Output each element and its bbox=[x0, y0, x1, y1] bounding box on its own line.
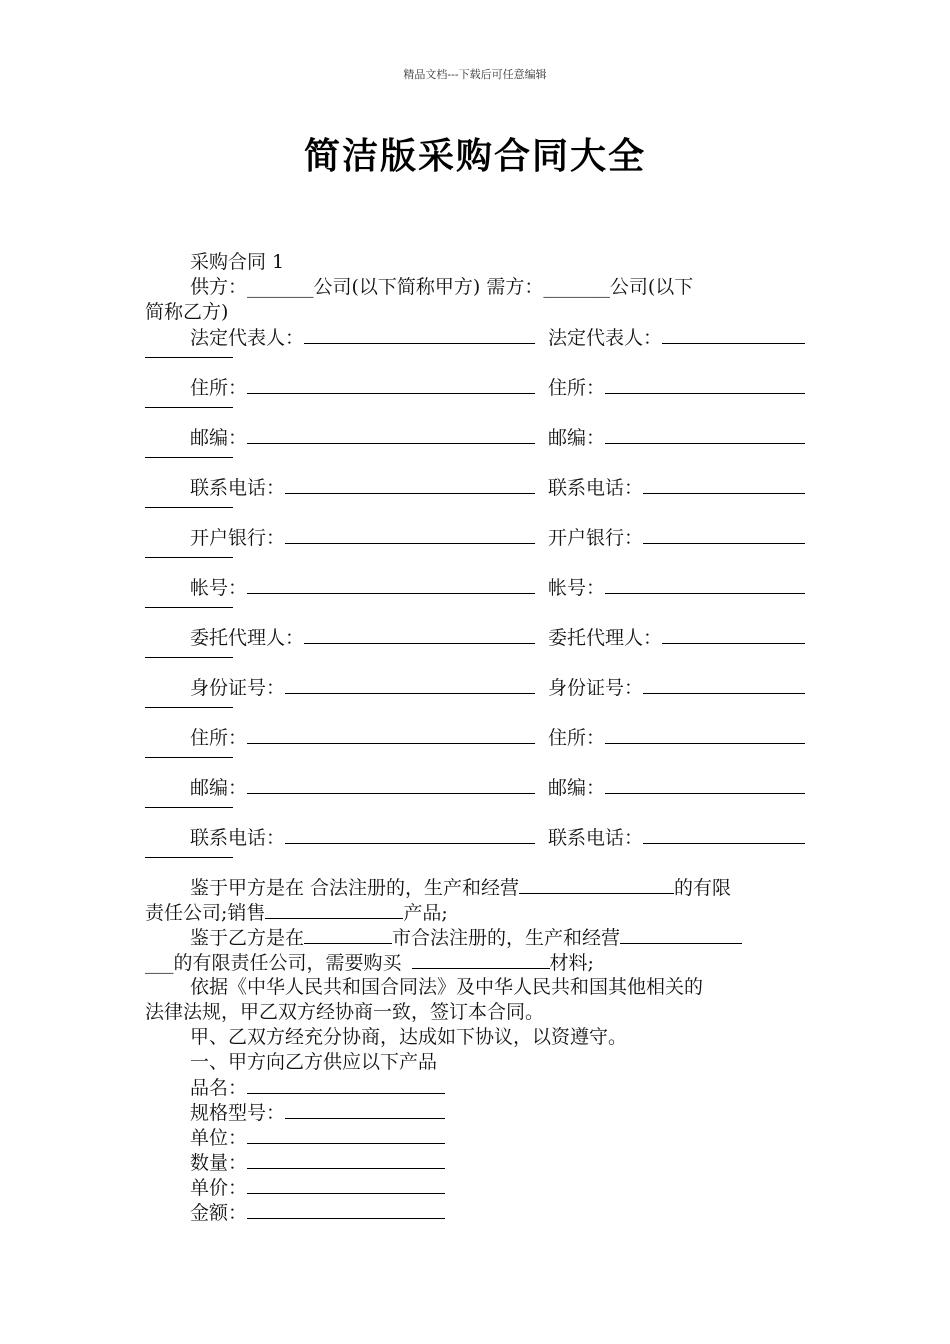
party-b-blank[interactable] bbox=[643, 525, 805, 544]
product-field bbox=[145, 1075, 807, 1100]
recital-2-mid: 市合法注册的，生产和经营 bbox=[392, 927, 621, 949]
party-b-field bbox=[548, 675, 805, 700]
party-b-label: 身份证号： bbox=[548, 677, 644, 699]
party-b-label: 联系电话： bbox=[548, 827, 644, 849]
section-label: 采购合同 1 bbox=[190, 251, 285, 273]
recital-2-cont-tail: 材料; bbox=[549, 952, 594, 974]
product-field bbox=[145, 1175, 807, 1200]
party-b-label: 联系电话： bbox=[548, 477, 644, 499]
party-b-label: 开户银行： bbox=[548, 527, 644, 549]
party-info-row bbox=[145, 375, 807, 425]
product-field-blank[interactable] bbox=[247, 1150, 445, 1169]
recital-2-text: 鉴于乙方是在 bbox=[190, 927, 305, 949]
party-info-row bbox=[145, 775, 807, 825]
party-info-row bbox=[145, 425, 807, 475]
recital-1-cont-tail: 产品; bbox=[403, 902, 448, 924]
party-b-blank-continued[interactable] bbox=[145, 456, 233, 458]
party-a-label: 邮编： bbox=[190, 777, 248, 799]
party-b-blank-continued[interactable] bbox=[145, 706, 233, 708]
product-fields bbox=[145, 1075, 807, 1225]
product-field-label: 金额： bbox=[190, 1202, 248, 1224]
party-a-field bbox=[190, 825, 535, 850]
party-b-blank[interactable] bbox=[605, 575, 805, 594]
party-a-label: 住所： bbox=[190, 377, 248, 399]
party-b-blank-continued[interactable] bbox=[145, 806, 233, 808]
party-info-row bbox=[145, 675, 807, 725]
party-b-field bbox=[548, 725, 805, 750]
product-field bbox=[145, 1200, 807, 1225]
party-a-blank[interactable] bbox=[247, 425, 535, 444]
party-a-blank[interactable] bbox=[285, 475, 535, 494]
product-field-blank[interactable] bbox=[247, 1075, 445, 1094]
party-b-field bbox=[548, 525, 805, 550]
party-a-field bbox=[190, 675, 535, 700]
party-a-label: 委托代理人： bbox=[190, 627, 305, 649]
party-b-blank[interactable] bbox=[643, 675, 805, 694]
product-field-label: 数量： bbox=[190, 1152, 248, 1174]
party-b-field bbox=[548, 325, 805, 350]
product-field-blank[interactable] bbox=[247, 1125, 445, 1144]
party-info-row bbox=[145, 575, 807, 625]
product-field-label: 规格型号： bbox=[190, 1102, 286, 1124]
recital-2-cont bbox=[145, 950, 807, 975]
product-field-blank[interactable] bbox=[247, 1175, 445, 1194]
product-field bbox=[145, 1125, 807, 1150]
recital-1 bbox=[145, 875, 807, 900]
party-b-field bbox=[548, 625, 805, 650]
party-b-label: 邮编： bbox=[548, 427, 606, 449]
party-info-row bbox=[145, 525, 807, 575]
contract-body bbox=[145, 250, 807, 1225]
party-a-blank[interactable] bbox=[304, 625, 535, 644]
party-b-blank[interactable] bbox=[662, 625, 805, 644]
party-b-field bbox=[548, 375, 805, 400]
party-b-blank[interactable] bbox=[643, 825, 805, 844]
recital-2-cont-text: ___的有限责任公司，需要购买 bbox=[145, 952, 402, 974]
blank-field[interactable] bbox=[304, 925, 392, 944]
party-a-label: 帐号： bbox=[190, 577, 248, 599]
party-b-field bbox=[548, 425, 805, 450]
party-b-label: 邮编： bbox=[548, 777, 606, 799]
party-a-blank[interactable] bbox=[247, 375, 535, 394]
recital-3: 依据《中华人民共和国合同法》及中华人民共和国其他相关的 bbox=[190, 976, 704, 998]
party-b-label: 帐号： bbox=[548, 577, 606, 599]
clause-1-heading: 一、甲方向乙方供应以下产品 bbox=[190, 1051, 438, 1073]
recital-1-cont bbox=[145, 900, 807, 925]
party-a-label: 法定代表人： bbox=[190, 327, 305, 349]
recital-1-tail: 的有限 bbox=[674, 877, 732, 899]
party-b-label: 委托代理人： bbox=[548, 627, 663, 649]
party-b-blank[interactable] bbox=[662, 325, 805, 344]
product-field bbox=[145, 1100, 807, 1125]
product-field-label: 品名： bbox=[190, 1077, 248, 1099]
party-b-label: 住所： bbox=[548, 377, 606, 399]
party-a-blank[interactable] bbox=[247, 775, 535, 794]
party-b-blank[interactable] bbox=[643, 475, 805, 494]
party-a-field bbox=[190, 375, 535, 400]
party-a-field bbox=[190, 775, 535, 800]
parties-line-2: 简称乙方) bbox=[145, 301, 229, 323]
party-a-field bbox=[190, 725, 535, 750]
party-a-blank[interactable] bbox=[285, 525, 535, 544]
recital-1-text: 鉴于甲方是在 合法注册的，生产和经营 bbox=[190, 877, 520, 899]
party-b-blank[interactable] bbox=[605, 375, 805, 394]
party-a-field bbox=[190, 475, 535, 500]
party-a-blank[interactable] bbox=[247, 575, 535, 594]
party-info-row bbox=[145, 625, 807, 675]
party-b-blank[interactable] bbox=[605, 725, 805, 744]
party-a-blank[interactable] bbox=[285, 825, 535, 844]
party-a-field bbox=[190, 625, 535, 650]
party-a-label: 住所： bbox=[190, 727, 248, 749]
party-a-field bbox=[190, 575, 535, 600]
party-b-field bbox=[548, 775, 805, 800]
party-a-blank[interactable] bbox=[304, 325, 535, 344]
party-a-field bbox=[190, 425, 535, 450]
party-b-blank-continued[interactable] bbox=[145, 656, 233, 658]
party-info-row bbox=[145, 475, 807, 525]
party-b-blank-continued[interactable] bbox=[145, 556, 233, 558]
party-a-label: 开户银行： bbox=[190, 527, 286, 549]
blank-field[interactable] bbox=[265, 900, 403, 919]
product-field-label: 单位： bbox=[190, 1127, 248, 1149]
recital-3-cont: 法律法规，甲乙双方经协商一致，签订本合同。 bbox=[145, 1001, 545, 1023]
party-info-row bbox=[145, 325, 807, 375]
parties-line-1: 供方：_______公司(以下简称甲方) 需方：_______公司(以下 bbox=[190, 276, 694, 298]
product-field-blank[interactable] bbox=[285, 1100, 445, 1119]
blank-field[interactable] bbox=[519, 875, 674, 894]
party-b-blank-continued[interactable] bbox=[145, 406, 233, 408]
party-b-blank-continued[interactable] bbox=[145, 356, 233, 358]
party-b-field bbox=[548, 475, 805, 500]
party-a-label: 联系电话： bbox=[190, 827, 286, 849]
product-field-blank[interactable] bbox=[247, 1200, 445, 1219]
document-title: 简洁版采购合同大全 bbox=[303, 136, 646, 177]
recital-1-cont-text: 责任公司;销售 bbox=[145, 902, 266, 924]
party-b-label: 住所： bbox=[548, 727, 606, 749]
party-info-row bbox=[145, 725, 807, 775]
party-a-label: 邮编： bbox=[190, 427, 248, 449]
party-b-field bbox=[548, 825, 805, 850]
header-note: 精品文档---下载后可任意编辑 bbox=[403, 68, 547, 81]
party-b-blank-continued[interactable] bbox=[145, 606, 233, 608]
party-a-field bbox=[190, 325, 535, 350]
party-a-blank[interactable] bbox=[285, 675, 535, 694]
party-info-rows bbox=[145, 325, 807, 875]
party-b-blank-continued[interactable] bbox=[145, 756, 233, 758]
party-a-field bbox=[190, 525, 535, 550]
product-field bbox=[145, 1150, 807, 1175]
party-b-blank-continued[interactable] bbox=[145, 506, 233, 508]
party-a-blank[interactable] bbox=[247, 725, 535, 744]
party-b-blank[interactable] bbox=[605, 775, 805, 794]
party-a-label: 联系电话： bbox=[190, 477, 286, 499]
party-a-label: 身份证号： bbox=[190, 677, 286, 699]
recital-2 bbox=[145, 925, 807, 950]
party-b-blank-continued[interactable] bbox=[145, 856, 233, 858]
party-b-label: 法定代表人： bbox=[548, 327, 663, 349]
blank-field[interactable] bbox=[620, 925, 742, 944]
product-field-label: 单价： bbox=[190, 1177, 248, 1199]
blank-field[interactable] bbox=[412, 950, 550, 969]
party-b-field bbox=[548, 575, 805, 600]
agreement-statement: 甲、乙双方经充分协商，达成如下协议，以资遵守。 bbox=[190, 1026, 628, 1048]
party-b-blank[interactable] bbox=[605, 425, 805, 444]
party-info-row bbox=[145, 825, 807, 875]
